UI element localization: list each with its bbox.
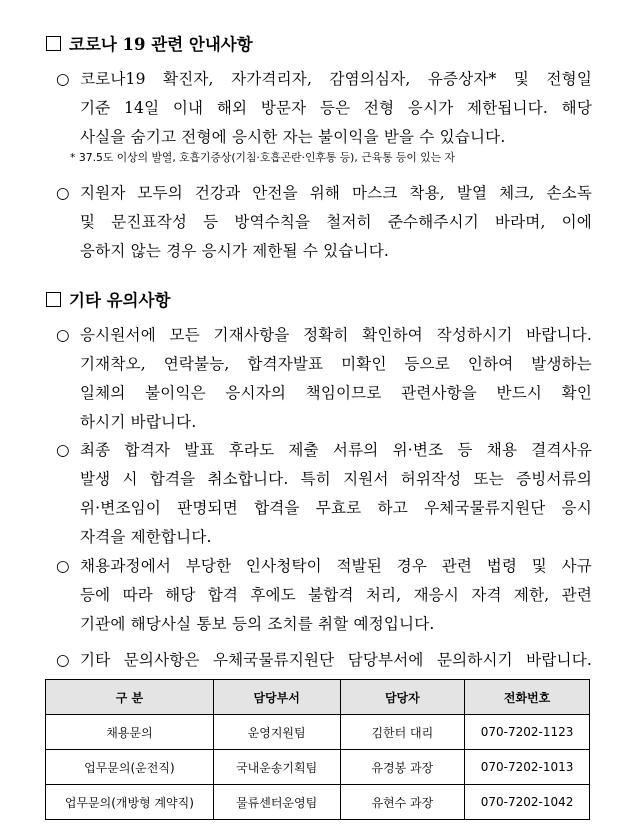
table-header-row [46, 680, 590, 715]
application-form-paragraph [80, 324, 592, 440]
text-line: 응하지 않는 경우 응시가 제한될 수 있습니다. [80, 242, 390, 260]
text-line: 기관에 해당사실 통보 등의 조치를 취할 예정입니다. [80, 615, 435, 633]
text-line: 최종 합격자 발표 후라도 제출 서류의 위·변조 등 채용 결격사유 [80, 441, 592, 459]
bullet-icon: ○ [56, 557, 70, 575]
text-line: 채용과정에서 부당한 인사청탁이 적발된 경우 관련 법령 및 사규 [80, 557, 592, 575]
text-line: 응시원서에 모든 기재사항을 정확히 확인하여 작성하시기 바랍니다. [80, 326, 592, 344]
text-line: 위·변조임이 판명되면 합격을 무효로 하고 우체국물류지원단 응시 [80, 499, 592, 517]
bullet-icon: ○ [56, 651, 70, 669]
section-title-covid: 코로나 19 관련 안내사항 [46, 34, 253, 56]
text-line: 기타 문의사항은 우체국물류지원단 담당부서에 문의하시기 바랍니다. [80, 651, 592, 669]
table-row [46, 715, 590, 750]
checkbox-square-icon [46, 292, 61, 307]
quarantine-rules-paragraph [80, 182, 592, 269]
table-row [46, 750, 590, 785]
category-cell: 업무문의(운전직) [46, 750, 214, 785]
bullet-icon: ○ [56, 326, 70, 344]
disqualification-paragraph [80, 439, 592, 555]
text-line: 지원자 모두의 건강과 안전을 위해 마스크 착용, 발열 체크, 손소독 [80, 184, 592, 202]
contact-person-cell: 유현수 과장 [340, 785, 465, 820]
text-line: 사실을 숨기고 전형에 응시한 자는 불이익을 받을 수 있습니다. [80, 128, 506, 146]
table-row [46, 785, 590, 820]
text-line: 자격을 제한합니다. [80, 528, 212, 546]
column-header-category: 구 분 [46, 680, 214, 715]
phone-cell: 070-7202-1013 [465, 750, 590, 785]
text-line: 기준 14일 이내 해외 방문자 등은 전형 응시가 제한됩니다. 해당 [80, 99, 592, 117]
solicitation-paragraph [80, 555, 592, 642]
text-line: 일체의 불이익은 응시자의 책임이므로 관련사항을 반드시 확인 [80, 384, 592, 402]
department-cell: 운영지원팀 [213, 715, 340, 750]
column-header-department: 담당부서 [213, 680, 340, 715]
checkbox-square-icon [46, 36, 61, 51]
column-header-phone: 전화번호 [465, 680, 590, 715]
category-cell: 채용문의 [46, 715, 214, 750]
bullet-icon: ○ [56, 184, 70, 202]
symptom-footnote: * 37.5도 이상의 발열, 호흡기증상(기침·호흡곤란·인후통 등), 근육통 등이 있는 자 [70, 151, 455, 164]
category-cell: 업무문의(개방형 계약직) [46, 785, 214, 820]
contact-person-cell: 김한터 대리 [340, 715, 465, 750]
column-header-contact-person: 담당자 [340, 680, 465, 715]
text-line: 발생 시 합격을 취소합니다. 특히 지원서 허위작성 또는 증빙서류의 [80, 470, 592, 488]
department-cell: 국내운송기획팀 [213, 750, 340, 785]
inquiry-paragraph [80, 649, 592, 678]
text-line: 및 문진표작성 등 방역수칙을 철저히 준수해주시기 바라며, 이에 [80, 213, 592, 231]
covid-restriction-paragraph [80, 68, 592, 155]
text-line: 하시기 바랍니다. [80, 413, 197, 431]
bullet-icon: ○ [56, 441, 70, 459]
phone-cell: 070-7202-1042 [465, 785, 590, 820]
department-cell: 물류센터운영팀 [213, 785, 340, 820]
text-line: 코로나19 확진자, 자가격리자, 감염의심자, 유증상자* 및 전형일 [80, 70, 592, 88]
contact-table [45, 679, 590, 820]
contact-person-cell: 유경봉 과장 [340, 750, 465, 785]
text-line: 등에 따라 해당 합격 후에도 불합격 처리, 재응시 자격 제한, 관련 [80, 586, 592, 604]
text-line: 기재착오, 연락불능, 합격자발표 미확인 등으로 인하여 발생하는 [80, 355, 592, 373]
section-title-other: 기타 유의사항 [46, 290, 170, 312]
bullet-icon: ○ [56, 70, 70, 88]
phone-cell: 070-7202-1123 [465, 715, 590, 750]
